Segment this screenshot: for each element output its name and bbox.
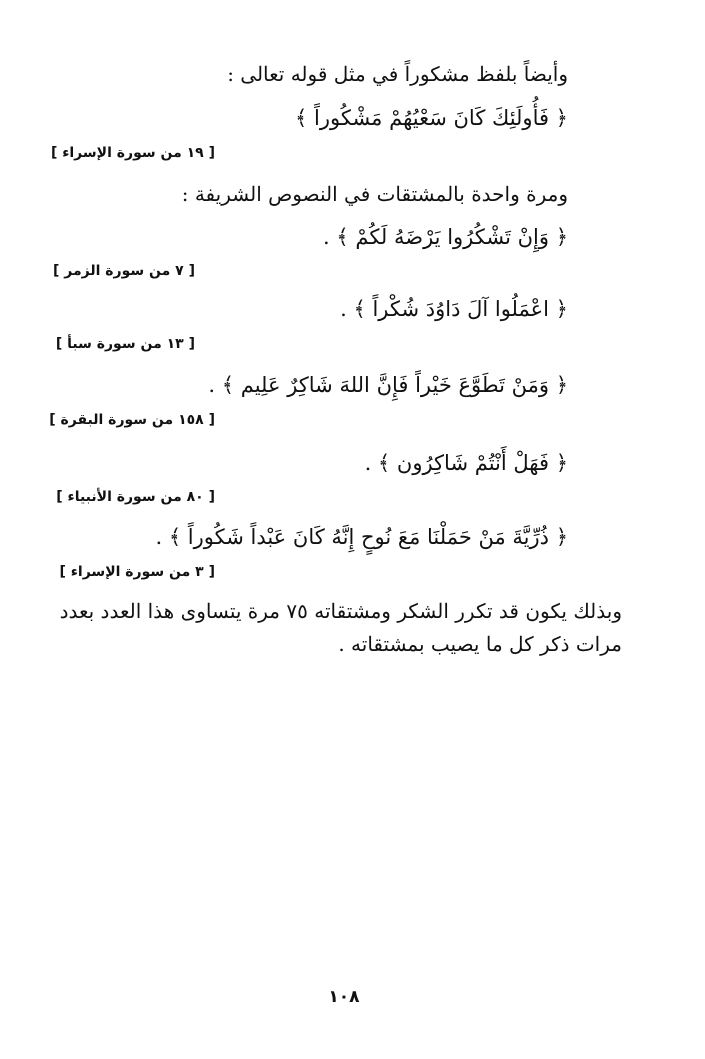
page-number: ١٠٨ xyxy=(328,987,360,1007)
verse-reference-4: [ ١٥٨ من سورة البقرة ] xyxy=(49,412,215,428)
intro-text-1: وأيضاً بلفظ مشكوراً في مثل قوله تعالى : xyxy=(227,62,568,86)
verse-reference-2: [ ٧ من سورة الزمر ] xyxy=(53,263,195,279)
conclusion-text-line-1: وبذلك يكون قد تكرر الشكر ومشتقاته ٧٥ مرة يتساوى هذا العدد بعدد xyxy=(59,599,622,623)
quran-verse-1: ﴿ فَأُولَئِكَ كَانَ سَعْيُهُمْ مَشْكُوراً ﴾ xyxy=(295,106,568,130)
quran-verse-2: ﴿ وَإِنْ تَشْكُرُوا يَرْضَهُ لَكُمْ ﴾ . xyxy=(323,225,568,249)
verse-reference-5: [ ٨٠ من سورة الأنبياء ] xyxy=(56,489,215,505)
intro-text-2: ومرة واحدة بالمشتقات في النصوص الشريفة : xyxy=(181,182,568,206)
quran-verse-4: ﴿ وَمَنْ تَطَوَّعَ خَيْراً فَإِنَّ اللهَ شَاكِرٌ عَلِيم ﴾ . xyxy=(208,373,568,397)
quran-verse-5: ﴿ فَهَلْ أَنْتُمْ شَاكِرُون ﴾ . xyxy=(364,451,568,475)
quran-verse-6: ﴿ ذُرِّيَّةَ مَنْ حَمَلْنَا مَعَ نُوحٍ إِنَّهُ كَانَ عَبْداً شَكُوراً ﴾ . xyxy=(155,525,568,549)
conclusion-text-line-2: مرات ذكر كل ما يصيب بمشتقاته . xyxy=(338,632,622,656)
verse-reference-3: [ ١٣ من سورة سبأ ] xyxy=(55,336,195,352)
verse-reference-6: [ ٣ من سورة الإسراء ] xyxy=(59,564,215,580)
verse-reference-1: [ ١٩ من سورة الإسراء ] xyxy=(50,145,215,161)
quran-verse-3: ﴿ اعْمَلُوا آلَ دَاوُدَ شُكْراً ﴾ . xyxy=(340,297,568,321)
